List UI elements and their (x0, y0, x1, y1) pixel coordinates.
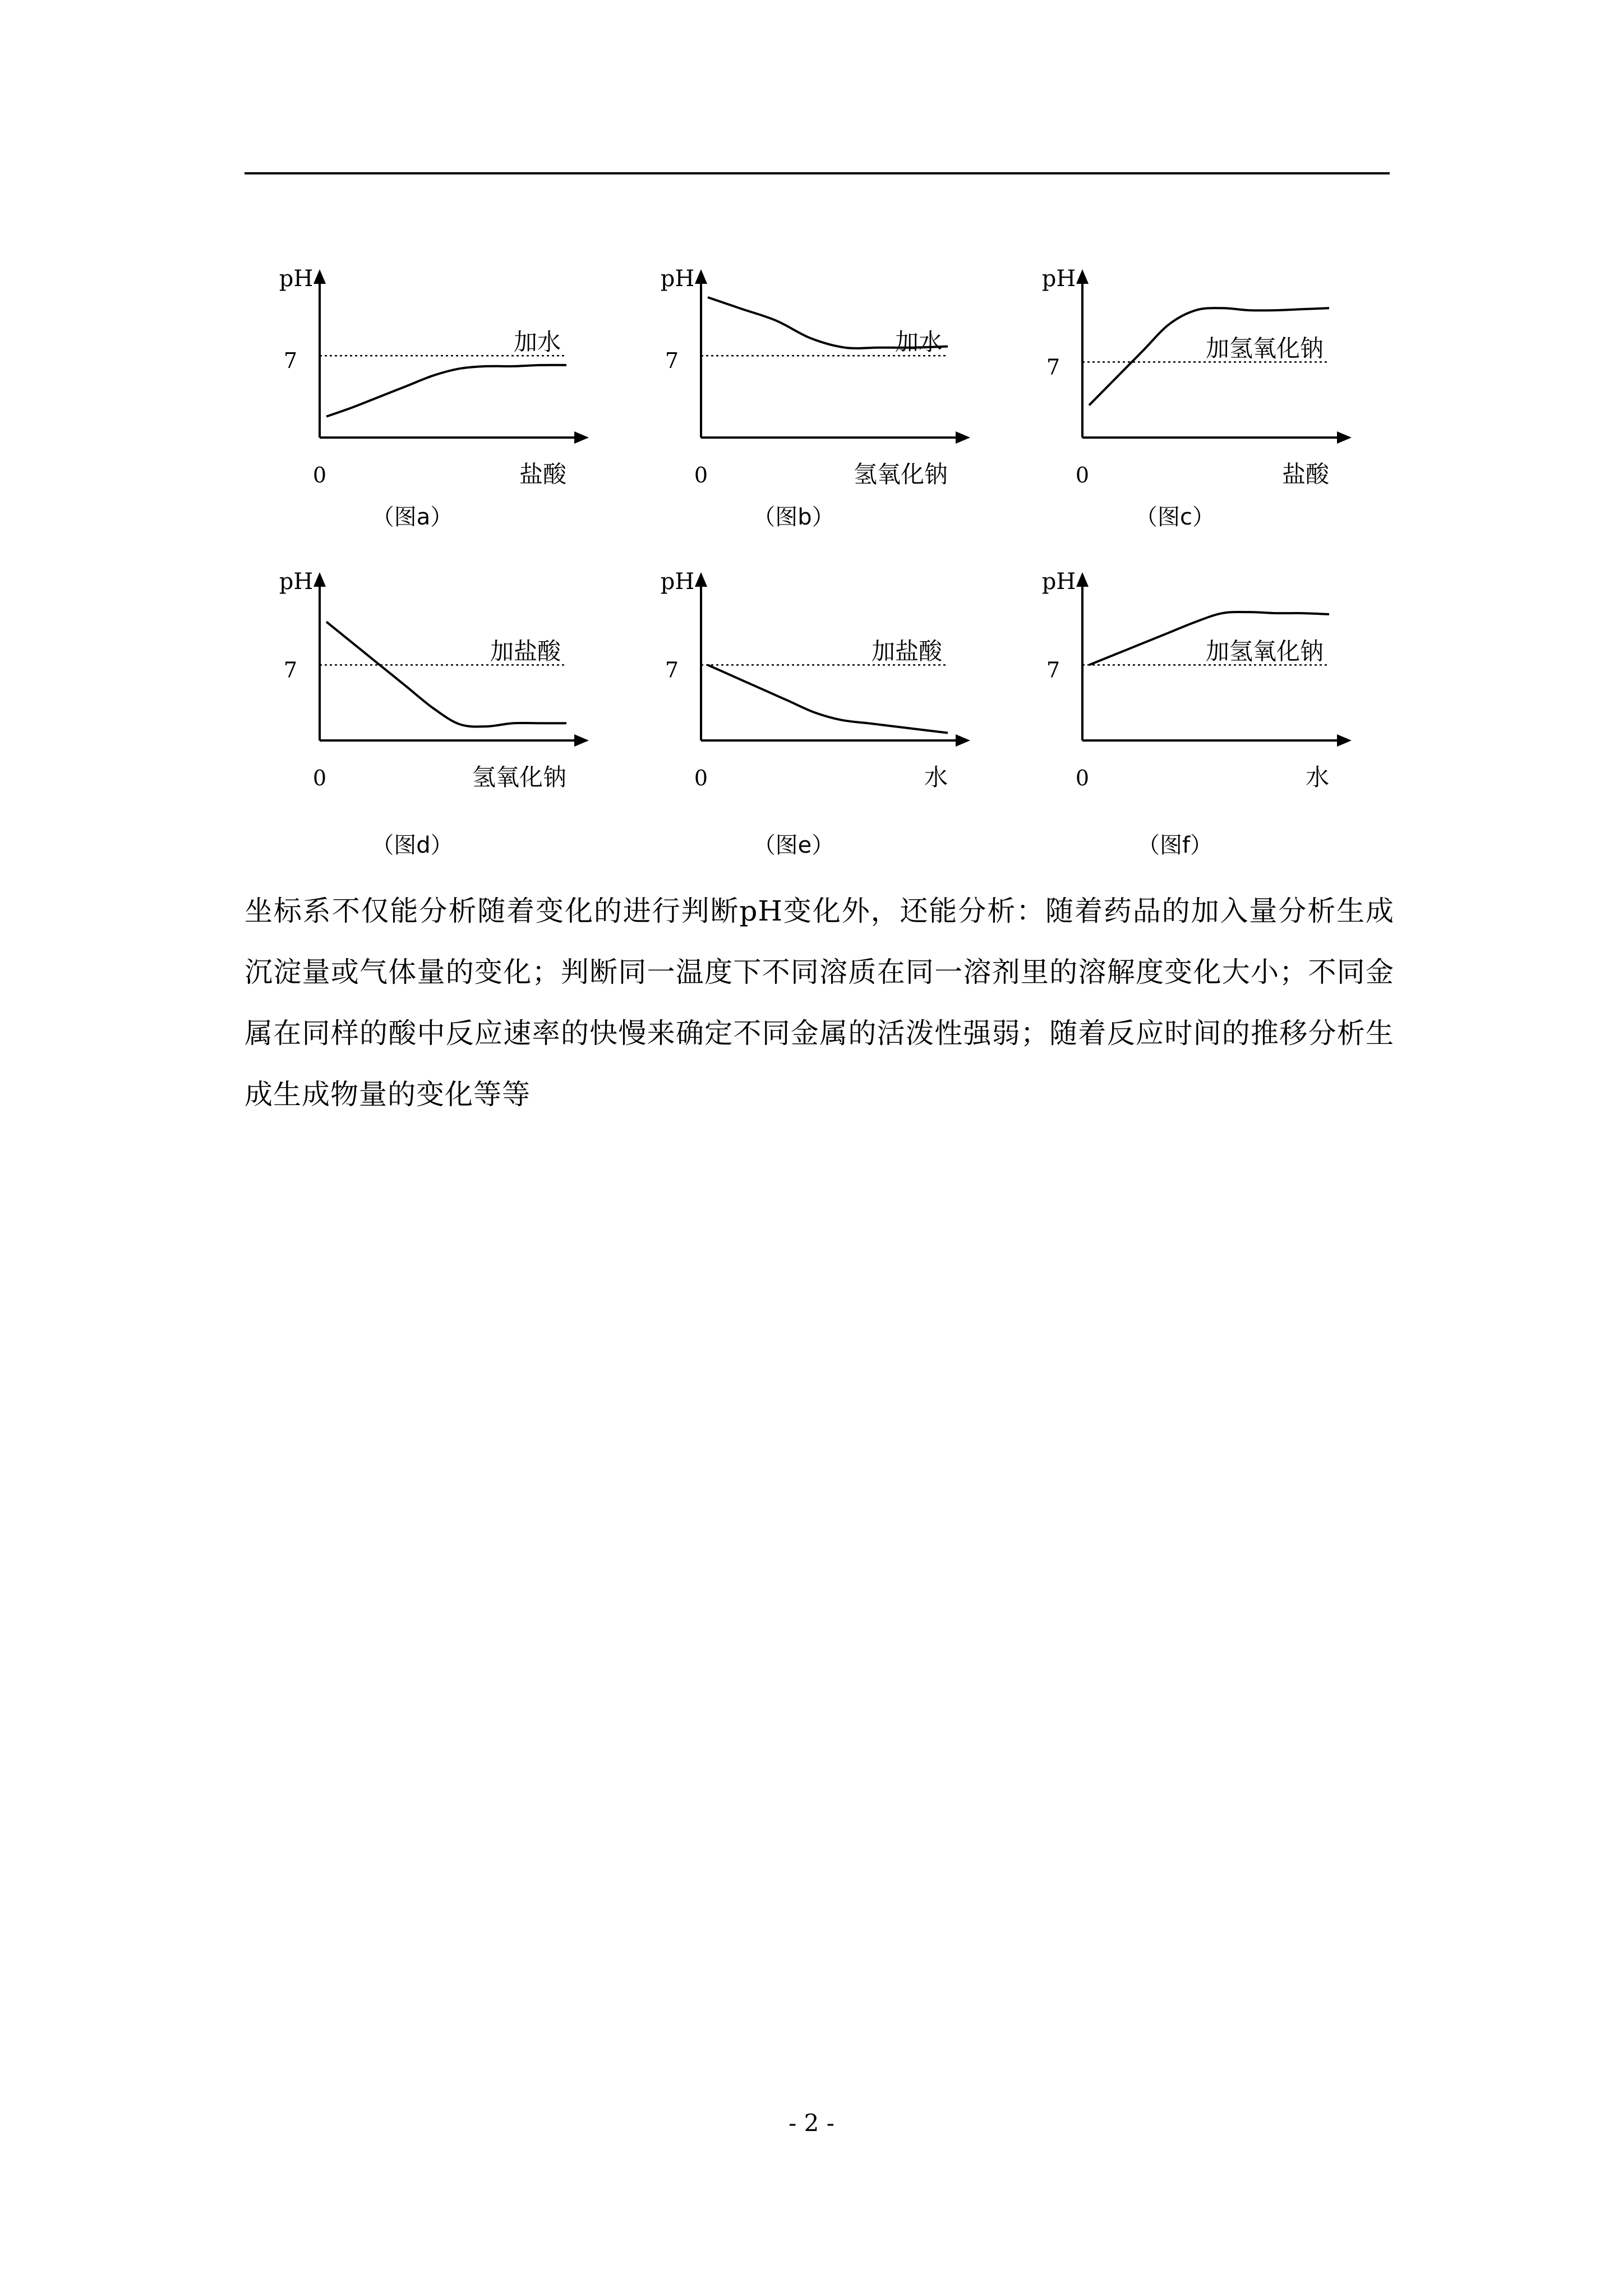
x-axis-arrow-icon (956, 734, 970, 747)
origin-label: 0 (694, 766, 708, 790)
origin-label: 0 (312, 463, 327, 487)
header-rule (245, 172, 1390, 174)
y-axis-label: pH (660, 569, 695, 595)
y-axis-label: pH (1041, 569, 1076, 595)
figure-caption: （图a） (371, 504, 453, 530)
figure-caption: （图e） (753, 832, 834, 858)
y-axis-arrow-icon (313, 572, 326, 587)
body-paragraph: 坐标系不仅能分析随着变化的进行判断pH变化外，还能分析：随着药品的加入量分析生成沉淀量或气体量的变化；判断同一温度下不同溶质在同一溶剂里的溶解度变化大小；不同金属在同样的酸中反应速率的快慢来确定不同金属的活泼性强弱；随着反应时间的推移分析生成生成物量的变化等等 (245, 895, 1394, 1111)
figure-caption: （图b） (753, 504, 834, 530)
y-axis-arrow-icon (695, 269, 707, 284)
y-tick-label: 7 (1046, 657, 1061, 683)
ph-figure-grid (241, 247, 1385, 858)
y-axis-arrow-icon (695, 572, 707, 587)
x-axis-label: 水 (924, 763, 948, 791)
curve-annotation: 加氢氧化钠 (1205, 334, 1324, 362)
y-axis-arrow-icon (1076, 572, 1089, 587)
curve-annotation: 加氢氧化钠 (1205, 637, 1324, 665)
figure-caption: （图c） (1135, 504, 1215, 530)
y-axis-arrow-icon (313, 269, 326, 284)
y-axis-label: pH (1041, 266, 1076, 292)
x-axis-label: 氢氧化钠 (472, 763, 566, 791)
series-line (708, 665, 948, 733)
curve-annotation: 加盐酸 (490, 637, 561, 665)
figure-caption: （图d） (371, 832, 453, 858)
y-axis-arrow-icon (1076, 269, 1089, 284)
page-number: - 2 - (789, 2109, 834, 2137)
y-tick-label: 7 (665, 348, 679, 374)
y-axis-label: pH (279, 266, 313, 292)
ph-charts (241, 247, 1385, 858)
curve-annotation: 加水 (895, 328, 942, 356)
origin-label: 0 (1075, 463, 1090, 487)
origin-label: 0 (312, 766, 327, 790)
x-axis-label: 水 (1305, 763, 1329, 791)
y-tick-label: 7 (283, 657, 298, 683)
y-axis-label: pH (660, 266, 695, 292)
y-tick-label: 7 (283, 348, 298, 374)
x-axis-label: 盐酸 (1281, 461, 1329, 488)
x-axis-arrow-icon (574, 734, 589, 747)
y-tick-label: 7 (1046, 355, 1061, 380)
x-axis-arrow-icon (1337, 431, 1352, 444)
curve-annotation: 加水 (513, 328, 561, 356)
y-axis-label: pH (279, 569, 313, 595)
origin-label: 0 (1075, 766, 1090, 790)
x-axis-arrow-icon (574, 431, 589, 444)
figure-caption: （图f） (1137, 832, 1213, 858)
x-axis-arrow-icon (1337, 734, 1352, 747)
origin-label: 0 (694, 463, 708, 487)
y-tick-label: 7 (665, 657, 679, 683)
curve-annotation: 加盐酸 (871, 637, 942, 665)
x-axis-label: 氢氧化钠 (853, 461, 948, 488)
series-line (326, 365, 566, 417)
x-axis-label: 盐酸 (519, 461, 566, 488)
x-axis-arrow-icon (956, 431, 970, 444)
